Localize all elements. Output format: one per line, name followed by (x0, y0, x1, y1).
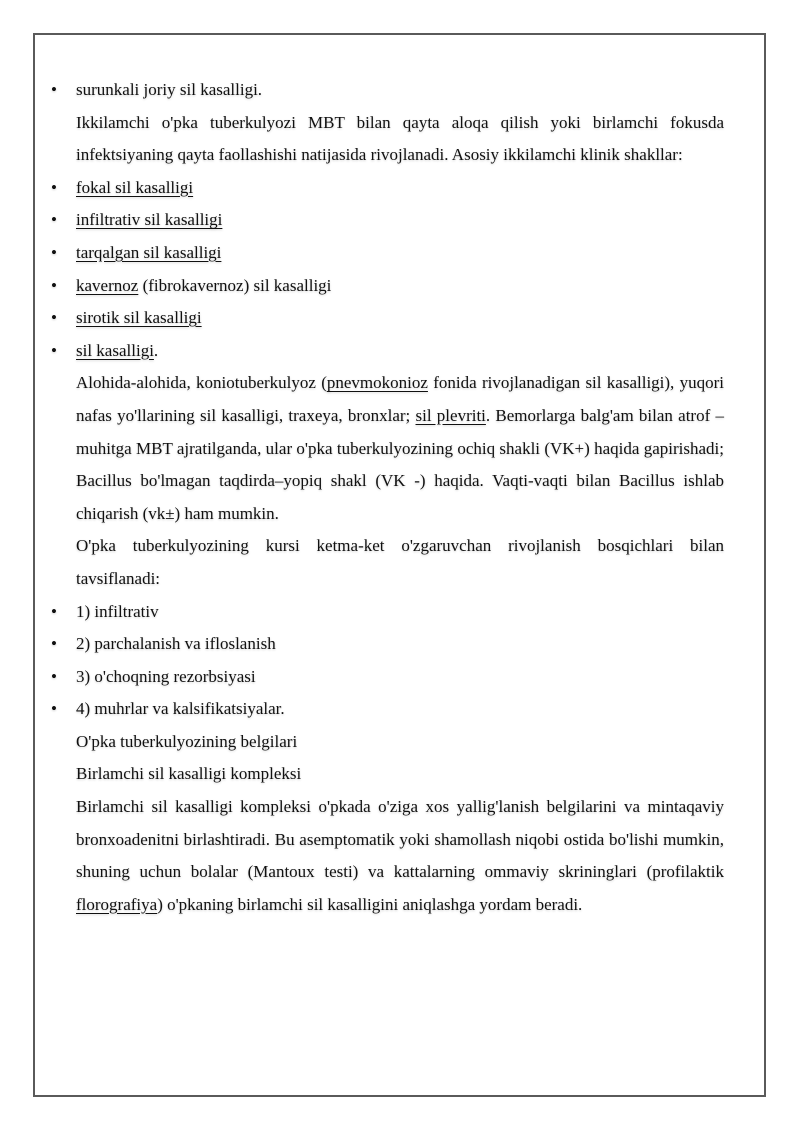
list-item (76, 237, 724, 270)
text-segment: O'pka tuberkulyozining belgilari (76, 731, 298, 751)
list-item (76, 74, 724, 107)
list-item (76, 596, 724, 629)
text-link[interactable]: pnevmokonioz (326, 373, 428, 393)
document-body (76, 74, 724, 921)
text-link[interactable]: florografiya (76, 894, 158, 914)
text-segment: Birlamchi sil kasalligi kompleksi (76, 764, 302, 784)
list-item (76, 302, 724, 335)
text-segment: fonida rivojlanadigan sil kasalligi), yuqori nafas yo'llarining sil kasalligi, traxeya, bronxlar; (76, 373, 724, 425)
paragraph (76, 726, 724, 759)
paragraph (76, 791, 724, 921)
text-link[interactable]: tarqalgan sil kasalligi (76, 242, 222, 262)
paragraph (76, 107, 724, 172)
text-segment: Birlamchi sil kasalligi kompleksi o'pkada o'ziga xos yallig'lanish belgilarini va mintaqaviy bronxoadenitni birlashtiradi. Bu asemptomatik yoki shamollash niqobi ostida bo'lishi mumkin, shuning uchun bolalar (Mantoux testi) va kattalarning ommaviy skrininglari (profilaktik (76, 797, 724, 882)
text-link[interactable]: sil plevriti (415, 405, 486, 425)
paragraph (76, 367, 724, 530)
text-segment: surunkali joriy sil kasalligi. (76, 80, 263, 99)
text-segment: 1) infiltrativ (76, 601, 159, 621)
text-segment: 4) muhrlar va kalsifikatsiyalar. (76, 699, 285, 719)
text-segment: Ikkilamchi o'pka tuberkulyozi MBT bilan qayta aloqa qilish yoki birlamchi fokusda infektsiyaning qayta faollashishi natijasida rivojlanadi. Asosiy ikkilamchi klinik shakllar: (76, 112, 724, 165)
list-item (76, 204, 724, 237)
list-item (76, 172, 724, 205)
paragraph (76, 758, 724, 791)
text-segment: 3) o'choqning rezorbsiyasi (76, 666, 256, 686)
text-link[interactable]: infiltrativ sil kasalligi (76, 210, 223, 230)
text-segment: . (153, 340, 159, 360)
list-item (76, 335, 724, 368)
text-segment: Alohida-alohida, koniotuberkulyoz ( (76, 373, 327, 393)
text-link[interactable]: fokal sil kasalligi (76, 177, 194, 197)
list-item (76, 628, 724, 661)
paragraph (76, 530, 724, 595)
list-item (76, 661, 724, 694)
text-link[interactable]: sil kasalligi (76, 340, 154, 360)
text-segment: . Bemorlarga balg'am bilan atrof – muhitga MBT ajratilganda, ular o'pka tuberkulyozining ochiq shakli (VK+) haqida gapirishadi; Bacillus bo'lmagan taqdirda–yopiq shakl (VK -) haqida. Vaqti-vaqti bilan Bacillus ishlab chiqarish (vk±) ham mumkin. (76, 405, 724, 523)
text-segment: (fibrokavernoz) sil kasalligi (138, 275, 332, 295)
text-link[interactable]: kavernoz (76, 275, 139, 295)
text-segment: 2) parchalanish va ifloslanish (76, 634, 276, 654)
text-segment: O'pka tuberkulyozining kursi ketma-ket o'zgaruvchan rivojlanish bosqichlari bilan tavsiflanadi: (76, 536, 724, 588)
text-link[interactable]: sirotik sil kasalligi (76, 308, 202, 328)
text-segment: ) o'pkaning birlamchi sil kasalligini aniqlashga yordam beradi. (157, 894, 583, 914)
list-item (76, 693, 724, 726)
list-item (76, 270, 724, 303)
